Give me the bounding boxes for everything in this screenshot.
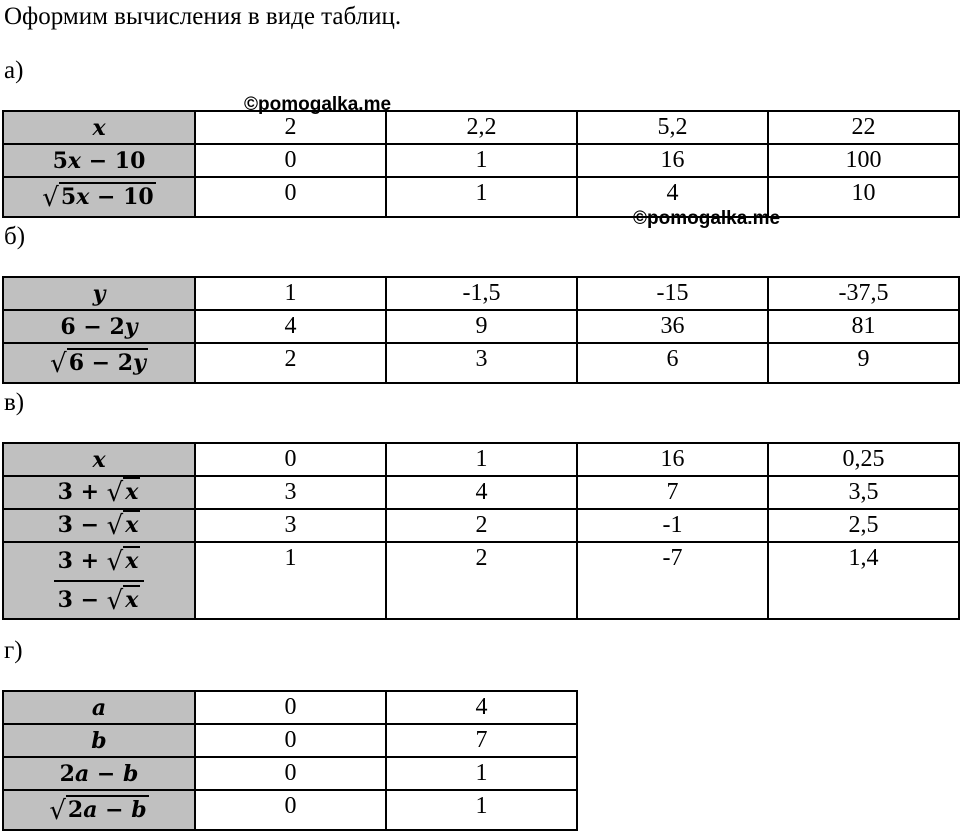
table-cell: 0 — [195, 691, 386, 724]
table-row — [3, 343, 959, 383]
row-header-x: x — [3, 111, 195, 144]
table-row — [3, 144, 959, 177]
table-row — [3, 443, 959, 476]
watermark: ©pomogalka.me — [244, 94, 392, 115]
table-cell: 1 — [386, 177, 577, 217]
part-label-c: в) — [4, 389, 25, 416]
table-cell: 16 — [577, 443, 768, 476]
table-cell: 7 — [577, 476, 768, 509]
table-cell: 2 — [386, 542, 577, 619]
row-header-3-minus-sqrt-x: 3 − √x — [3, 509, 195, 542]
table-cell: 3 — [386, 343, 577, 383]
table-cell: 3 — [195, 476, 386, 509]
row-header-5x-minus-10: 5x − 10 — [3, 144, 195, 177]
table-cell: 0 — [195, 724, 386, 757]
table-row — [3, 691, 577, 724]
table-cell: -1,5 — [386, 277, 577, 310]
table-row — [3, 277, 959, 310]
table-cell: 0 — [195, 790, 386, 830]
row-header-2a-minus-b: 2a − b — [3, 757, 195, 790]
table-cell: 0 — [195, 443, 386, 476]
table-cell: 7 — [386, 724, 577, 757]
table-cell: -15 — [577, 277, 768, 310]
sqrt-icon: √ — [106, 546, 124, 577]
table-cell: -7 — [577, 542, 768, 619]
row-header-sqrt-5x-minus-10: √5x − 10 — [3, 177, 195, 217]
table-cell: 9 — [386, 310, 577, 343]
table-cell: 2 — [195, 111, 386, 144]
row-header-a: a — [3, 691, 195, 724]
table-cell: -1 — [577, 509, 768, 542]
table-row — [3, 111, 959, 144]
table-cell: 4 — [386, 476, 577, 509]
row-header-y: y — [3, 277, 195, 310]
table-cell: 6 — [577, 343, 768, 383]
table-row — [3, 757, 577, 790]
table-a — [2, 110, 960, 218]
table-row — [3, 509, 959, 542]
table-cell: 36 — [577, 310, 768, 343]
table-cell: 22 — [768, 111, 959, 144]
table-d — [2, 690, 578, 831]
row-header-fraction — [3, 542, 195, 619]
watermark: ©pomogalka.me — [633, 208, 781, 229]
table-cell: 1 — [386, 144, 577, 177]
table-cell: 2,5 — [768, 509, 959, 542]
table-cell: 1 — [386, 757, 577, 790]
sqrt-icon: √ — [50, 348, 67, 379]
row-header-6-minus-2y: 6 − 2y — [3, 310, 195, 343]
table-cell: 4 — [577, 177, 768, 217]
table-cell: 5,2 — [577, 111, 768, 144]
part-label-a: а) — [4, 57, 24, 84]
table-cell: 4 — [386, 691, 577, 724]
table-row — [3, 790, 577, 830]
table-row — [3, 177, 959, 217]
table-cell: 16 — [577, 144, 768, 177]
table-cell: 2 — [386, 509, 577, 542]
row-header-sqrt-6-minus-2y: √6 − 2y — [3, 343, 195, 383]
table-cell: 1 — [195, 542, 386, 619]
table-cell: -37,5 — [768, 277, 959, 310]
table-cell: 1,4 — [768, 542, 959, 619]
table-c — [2, 442, 960, 620]
table-cell: 2 — [195, 343, 386, 383]
sqrt-icon: √ — [106, 511, 124, 541]
table-row — [3, 310, 959, 343]
intro-text: Оформим вычисления в виде таблиц. — [4, 3, 402, 30]
table-cell: 0,25 — [768, 443, 959, 476]
table-b — [2, 276, 960, 384]
row-header-3-plus-sqrt-x: 3 + √x — [3, 476, 195, 509]
table-cell: 3,5 — [768, 476, 959, 509]
table-cell: 4 — [195, 310, 386, 343]
sqrt-icon: √ — [106, 478, 124, 508]
fraction: $\frac{3 + √x}{3 - √x}$ — [54, 546, 145, 616]
sqrt-icon: √ — [106, 585, 124, 616]
row-header-sqrt-2a-minus-b: √2a − b — [3, 790, 195, 830]
table-cell: 2,2 — [386, 111, 577, 144]
table-row — [3, 542, 959, 619]
table-cell: 81 — [768, 310, 959, 343]
sqrt-icon: √ — [42, 182, 59, 213]
table-cell: 0 — [195, 757, 386, 790]
table-cell: 0 — [195, 177, 386, 217]
table-cell: 3 — [195, 509, 386, 542]
row-header-b: b — [3, 724, 195, 757]
table-cell: 0 — [195, 144, 386, 177]
part-label-d: г) — [4, 637, 23, 664]
table-cell: 1 — [386, 790, 577, 830]
part-label-b: б) — [4, 223, 26, 250]
table-cell: 1 — [386, 443, 577, 476]
table-cell: 10 — [768, 177, 959, 217]
table-cell: 100 — [768, 144, 959, 177]
table-row — [3, 724, 577, 757]
sqrt-icon: √ — [49, 795, 66, 826]
table-row — [3, 476, 959, 509]
table-cell: 1 — [195, 277, 386, 310]
row-header-x: x — [3, 443, 195, 476]
table-cell: 9 — [768, 343, 959, 383]
